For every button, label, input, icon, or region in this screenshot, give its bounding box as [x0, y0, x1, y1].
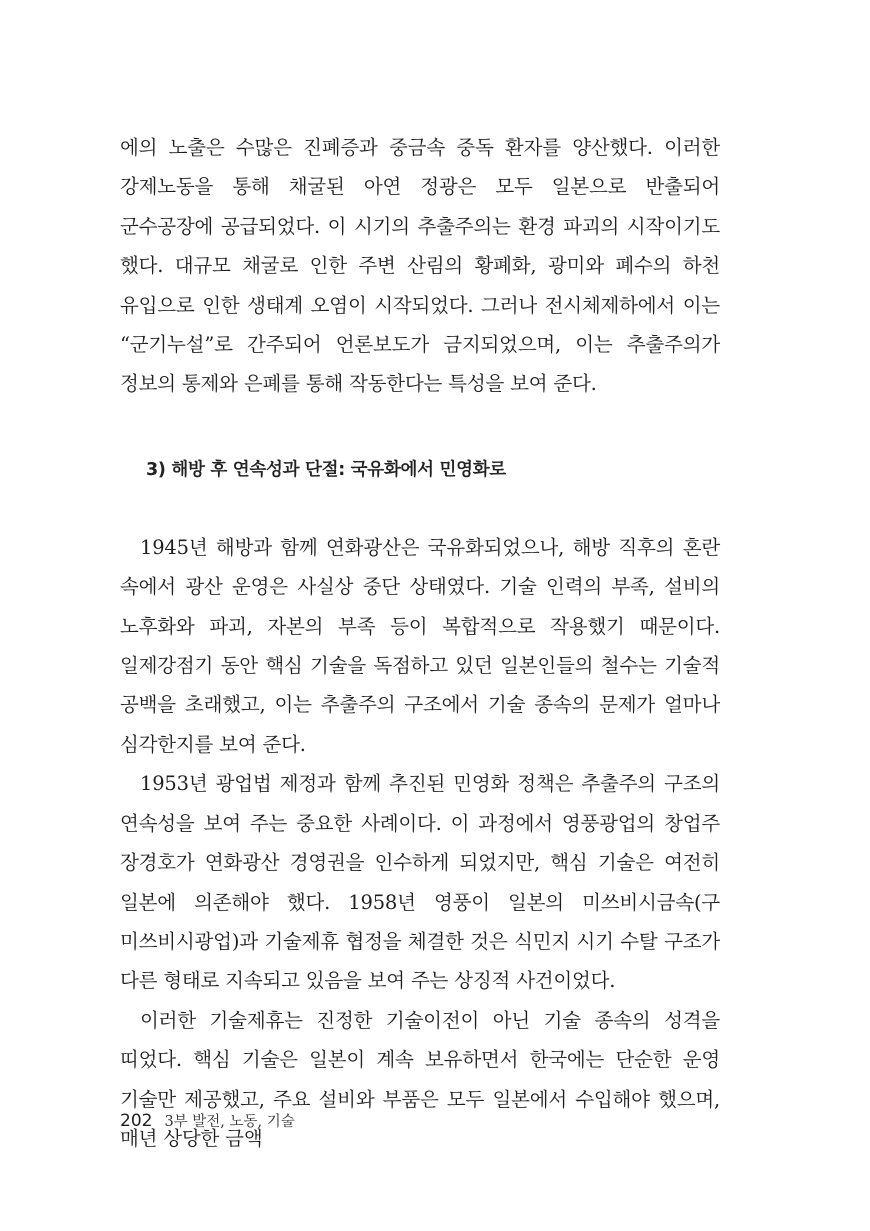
running-title: 3부 발전, 노동, 기술 — [164, 1114, 295, 1130]
body-paragraph-2: 1945년 해방과 함께 연화광산은 국유화되었으나, 해방 직후의 혼란 속에서 광산 운영은 사실상 중단 상태였다. 기술 인력의 부족, 설비의 노후화와 파괴, 자본의 부족 등이 복합적으로 작용했기 때문이다. 일제강점기 동안 핵심 기술을 독점하고 있던 일본인들의 철수는 기술적 공백을 초래했고, 이는 추출주의 구조에서 기술 종속의 문제가 얼마나 심각한지를 보여 준다. — [120, 535, 720, 756]
page-number: 202 — [120, 1111, 153, 1131]
page-body — [120, 128, 720, 1158]
spacer — [120, 484, 720, 528]
page-footer — [120, 1110, 295, 1131]
body-paragraph-4: 이러한 기술제휴는 진정한 기술이전이 아닌 기술 종속의 성격을 띠었다. 핵심 기술은 일본이 계속 보유하면서 한국에는 단순한 운영 기술만 제공했고, 주요 설비와 부품은 모두 일본에서 수입해야 했으며, 매년 상당한 금액 — [120, 1008, 720, 1150]
spacer — [120, 404, 720, 456]
body-paragraph-1: 에의 노출은 수많은 진폐증과 중금속 중독 환자를 양산했다. 이러한 강제노동을 통해 채굴된 아연 정광은 모두 일본으로 반출되어 군수공장에 공급되었다. 이 시기의 추출주의는 환경 파괴의 시작이기도 했다. 대규모 채굴로 인한 주변 산림의 황폐화, 광미와 폐수의 하천 유입으로 인한 생태계 오염이 시작되었다. 그러나 전시체제하에서 이는 “군기누설”로 간주되어 언론보도가 금지되었으며, 이는 추출주의가 정보의 통제와 은폐를 통해 작동한다는 특성을 보여 준다. — [120, 136, 720, 396]
body-paragraph-3: 1953년 광업법 제정과 함께 추진된 민영화 정책은 추출주의 구조의 연속성을 보여 주는 중요한 사례이다. 이 과정에서 영풍광업의 창업주 장경호가 연화광산 경영권을 인수하게 되었지만, 핵심 기술은 여전히 일본에 의존해야 했다. 1958년 영풍이 일본의 미쓰비시금속(구 미쓰비시광업)과 기술제휴 협정을 체결한 것은 식민지 시기 수탈 구조가 다른 형태로 지속되고 있음을 보여 주는 상징적 사건이었다. — [120, 772, 720, 993]
section-heading: 3) 해방 후 연속성과 단절: 국유화에서 민영화로 — [146, 459, 506, 480]
